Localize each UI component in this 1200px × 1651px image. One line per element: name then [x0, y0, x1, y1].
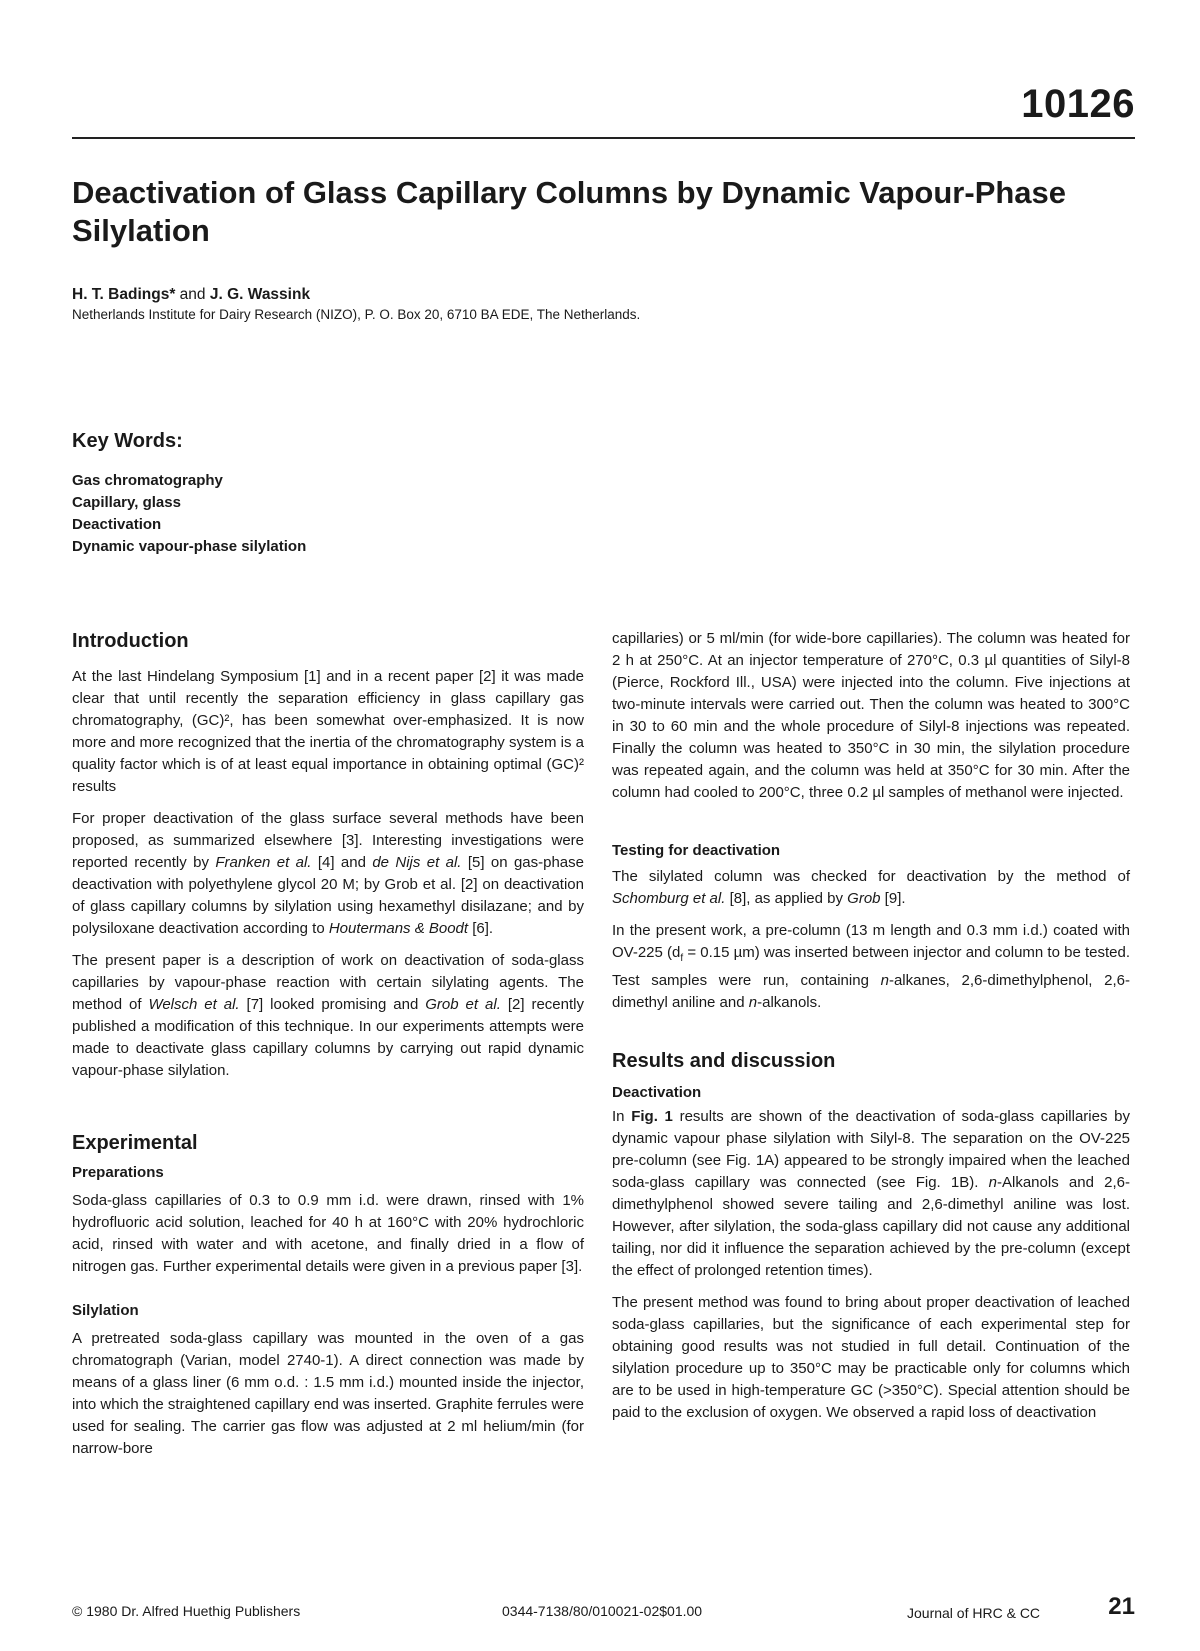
- results-paragraph-1: In Fig. 1 results are shown of the deactivation of soda-glass capillaries by dynamic vapour phase silylation with Silyl-8. The separation on the OV-225 pre-column (see Fig. 1A) appeared to be strongly impaired when the leached soda-glass capillary was connected (see Fig. 1B). n-Alkanols and 2,6-dimethylphenol showed severe tailing and 2,6-dimethyl aniline was lost. However, after silylation, the soda-glass capillary did not cause any additional tailing, nor did it influence the separation achieved by the pre-column (except the effect of prolonged retention times).: [612, 1108, 1130, 1279]
- keyword-item: Deactivation: [72, 516, 162, 533]
- footer-copyright: © 1980 Dr. Alfred Huethig Publishers: [72, 1603, 301, 1619]
- keywords-list: [72, 470, 306, 558]
- introduction-paragraph-2: For proper deactivation of the glass surface several methods have been proposed, as summarized elsewhere [3]. Interesting investigations were reported recently by Franken et al. [4] and de Nijs et al. [5] on gas-phase deactivation with polyethylene glycol 20 M; by Grob et al. [2] on deactivation of glass capillary columns by silylation using hexamethyl disilazane; and by polysiloxane deactivation according to Houtermans & Boodt [6].: [72, 810, 584, 937]
- preparations-paragraph: Soda-glass capillaries of 0.3 to 0.9 mm i.d. were drawn, rinsed with 1% hydrofluoric acid solution, leached for 40 h at 160°C with 20% hydrochloric acid, rinsed with water and with acetone, and finally dried in a flow of nitrogen gas. Further experimental details were given in a previous paper [3].: [72, 1192, 584, 1275]
- deactivation-subheading: Deactivation: [612, 1084, 702, 1101]
- header-rule: [72, 137, 1135, 139]
- author-2: J. G. Wassink: [209, 286, 311, 303]
- silylation-paragraph: A pretreated soda-glass capillary was mounted in the oven of a gas chromatograph (Varian, model 2740-1). A direct connection was made by means of a glass liner (6 mm o.d. : 1.5 mm i.d.) mounted inside the injector, into which the straightened capillary end was inserted. Graphite ferrules were used for sealing. The carrier gas flow was adjusted at 2 ml helium/min (for narrow-bore: [72, 1330, 584, 1457]
- author-line: [72, 285, 310, 305]
- footer-journal: Journal of HRC & CC: [907, 1605, 1041, 1621]
- keyword-item: Dynamic vapour-phase silylation: [72, 538, 307, 555]
- testing-heading: Testing for deactivation: [612, 842, 781, 859]
- left-column: [72, 628, 584, 1460]
- keyword-item: Capillary, glass: [72, 494, 181, 511]
- page-number: 21: [1108, 1593, 1135, 1620]
- preparations-heading: Preparations: [72, 1164, 164, 1181]
- author-conjunction: and: [179, 286, 206, 303]
- introduction-paragraph-1: At the last Hindelang Symposium [1] and in a recent paper [2] it was made clear that until recently the separation efficiency in glass capillary gas chromatography, (GC)², has been somewhat over-emphasized. It is now more and more recognized that the inertia of the chromatography system is a quality factor which is of at least equal importance in obtaining optimal (GC)² results: [72, 668, 584, 795]
- right-column: [612, 628, 1130, 1424]
- paper-title: Deactivation of Glass Capillary Columns by Dynamic Vapour-Phase Silylation: [72, 175, 1067, 248]
- testing-paragraph-1: The silylated column was checked for deactivation by the method of Schomburg et al. [8], as applied by Grob [9].: [612, 868, 1130, 907]
- keyword-item: Gas chromatography: [72, 472, 223, 489]
- testing-paragraph-2: In the present work, a pre-column (13 m length and 0.3 mm i.d.) coated with OV-225 ($d_f = 0.15$ µm) was inserted between injector and column to be tested. Test samples were run, containing n-alkanes, 2,6-dimethylphenol, 2,6-dimethyl aniline and n-alkanols.: [612, 922, 1130, 1011]
- introduction-heading: Introduction: [72, 630, 189, 652]
- affiliation: Netherlands Institute for Dairy Research (NIZO), P. O. Box 20, 6710 BA EDE, The Netherlands.: [72, 307, 641, 322]
- experimental-heading: Experimental: [72, 1132, 198, 1154]
- results-heading: Results and discussion: [612, 1050, 836, 1072]
- silylation-heading: Silylation: [72, 1302, 139, 1319]
- author-1: H. T. Badings*: [72, 286, 176, 303]
- introduction-paragraph-3: The present paper is a description of work on deactivation of soda-glass capillaries by vapour-phase reaction with certain silylating agents. The method of Welsch et al. [7] looked promising and Grob et al. [2] recently published a modification of this technique. In our experiments attempts were made to deactivate glass capillary columns by carrying out rapid dynamic vapour-phase silylation.: [72, 952, 584, 1079]
- silylation-continued-paragraph: capillaries) or 5 ml/min (for wide-bore capillaries). The column was heated for 2 h at 250°C. At an injector temperature of 270°C, 0.3 µl quantities of Silyl-8 (Pierce, Rockford Ill., USA) were injected into the column. Five injections at two-minute intervals were carried out. Then the column was heated to 300°C in 30 to 60 min and the whole procedure of Silyl-8 injections was repeated. Finally the column was heated to 350°C in 30 min, the silylation procedure was repeated again, and the column was held at 350°C for 30 min. After the column had cooled to 200°C, three 0.2 µl samples of methanol were injected.: [612, 630, 1130, 801]
- results-paragraph-2: The present method was found to bring about proper deactivation of leached soda-glass capillaries, but the significance of each experimental step for obtaining good results was not studied in full detail. Continuation of the silylation procedure up to 350°C may be practicable only for columns which are to be used in high-temperature GC (>350°C). Special attention should be paid to the exclusion of oxygen. We observed a rapid loss of deactivation: [612, 1294, 1130, 1421]
- footer-code: 0344-7138/80/010021-02$01.00: [502, 1603, 703, 1619]
- document-number: 10126: [1021, 82, 1135, 126]
- keywords-heading: Key Words:: [72, 430, 183, 452]
